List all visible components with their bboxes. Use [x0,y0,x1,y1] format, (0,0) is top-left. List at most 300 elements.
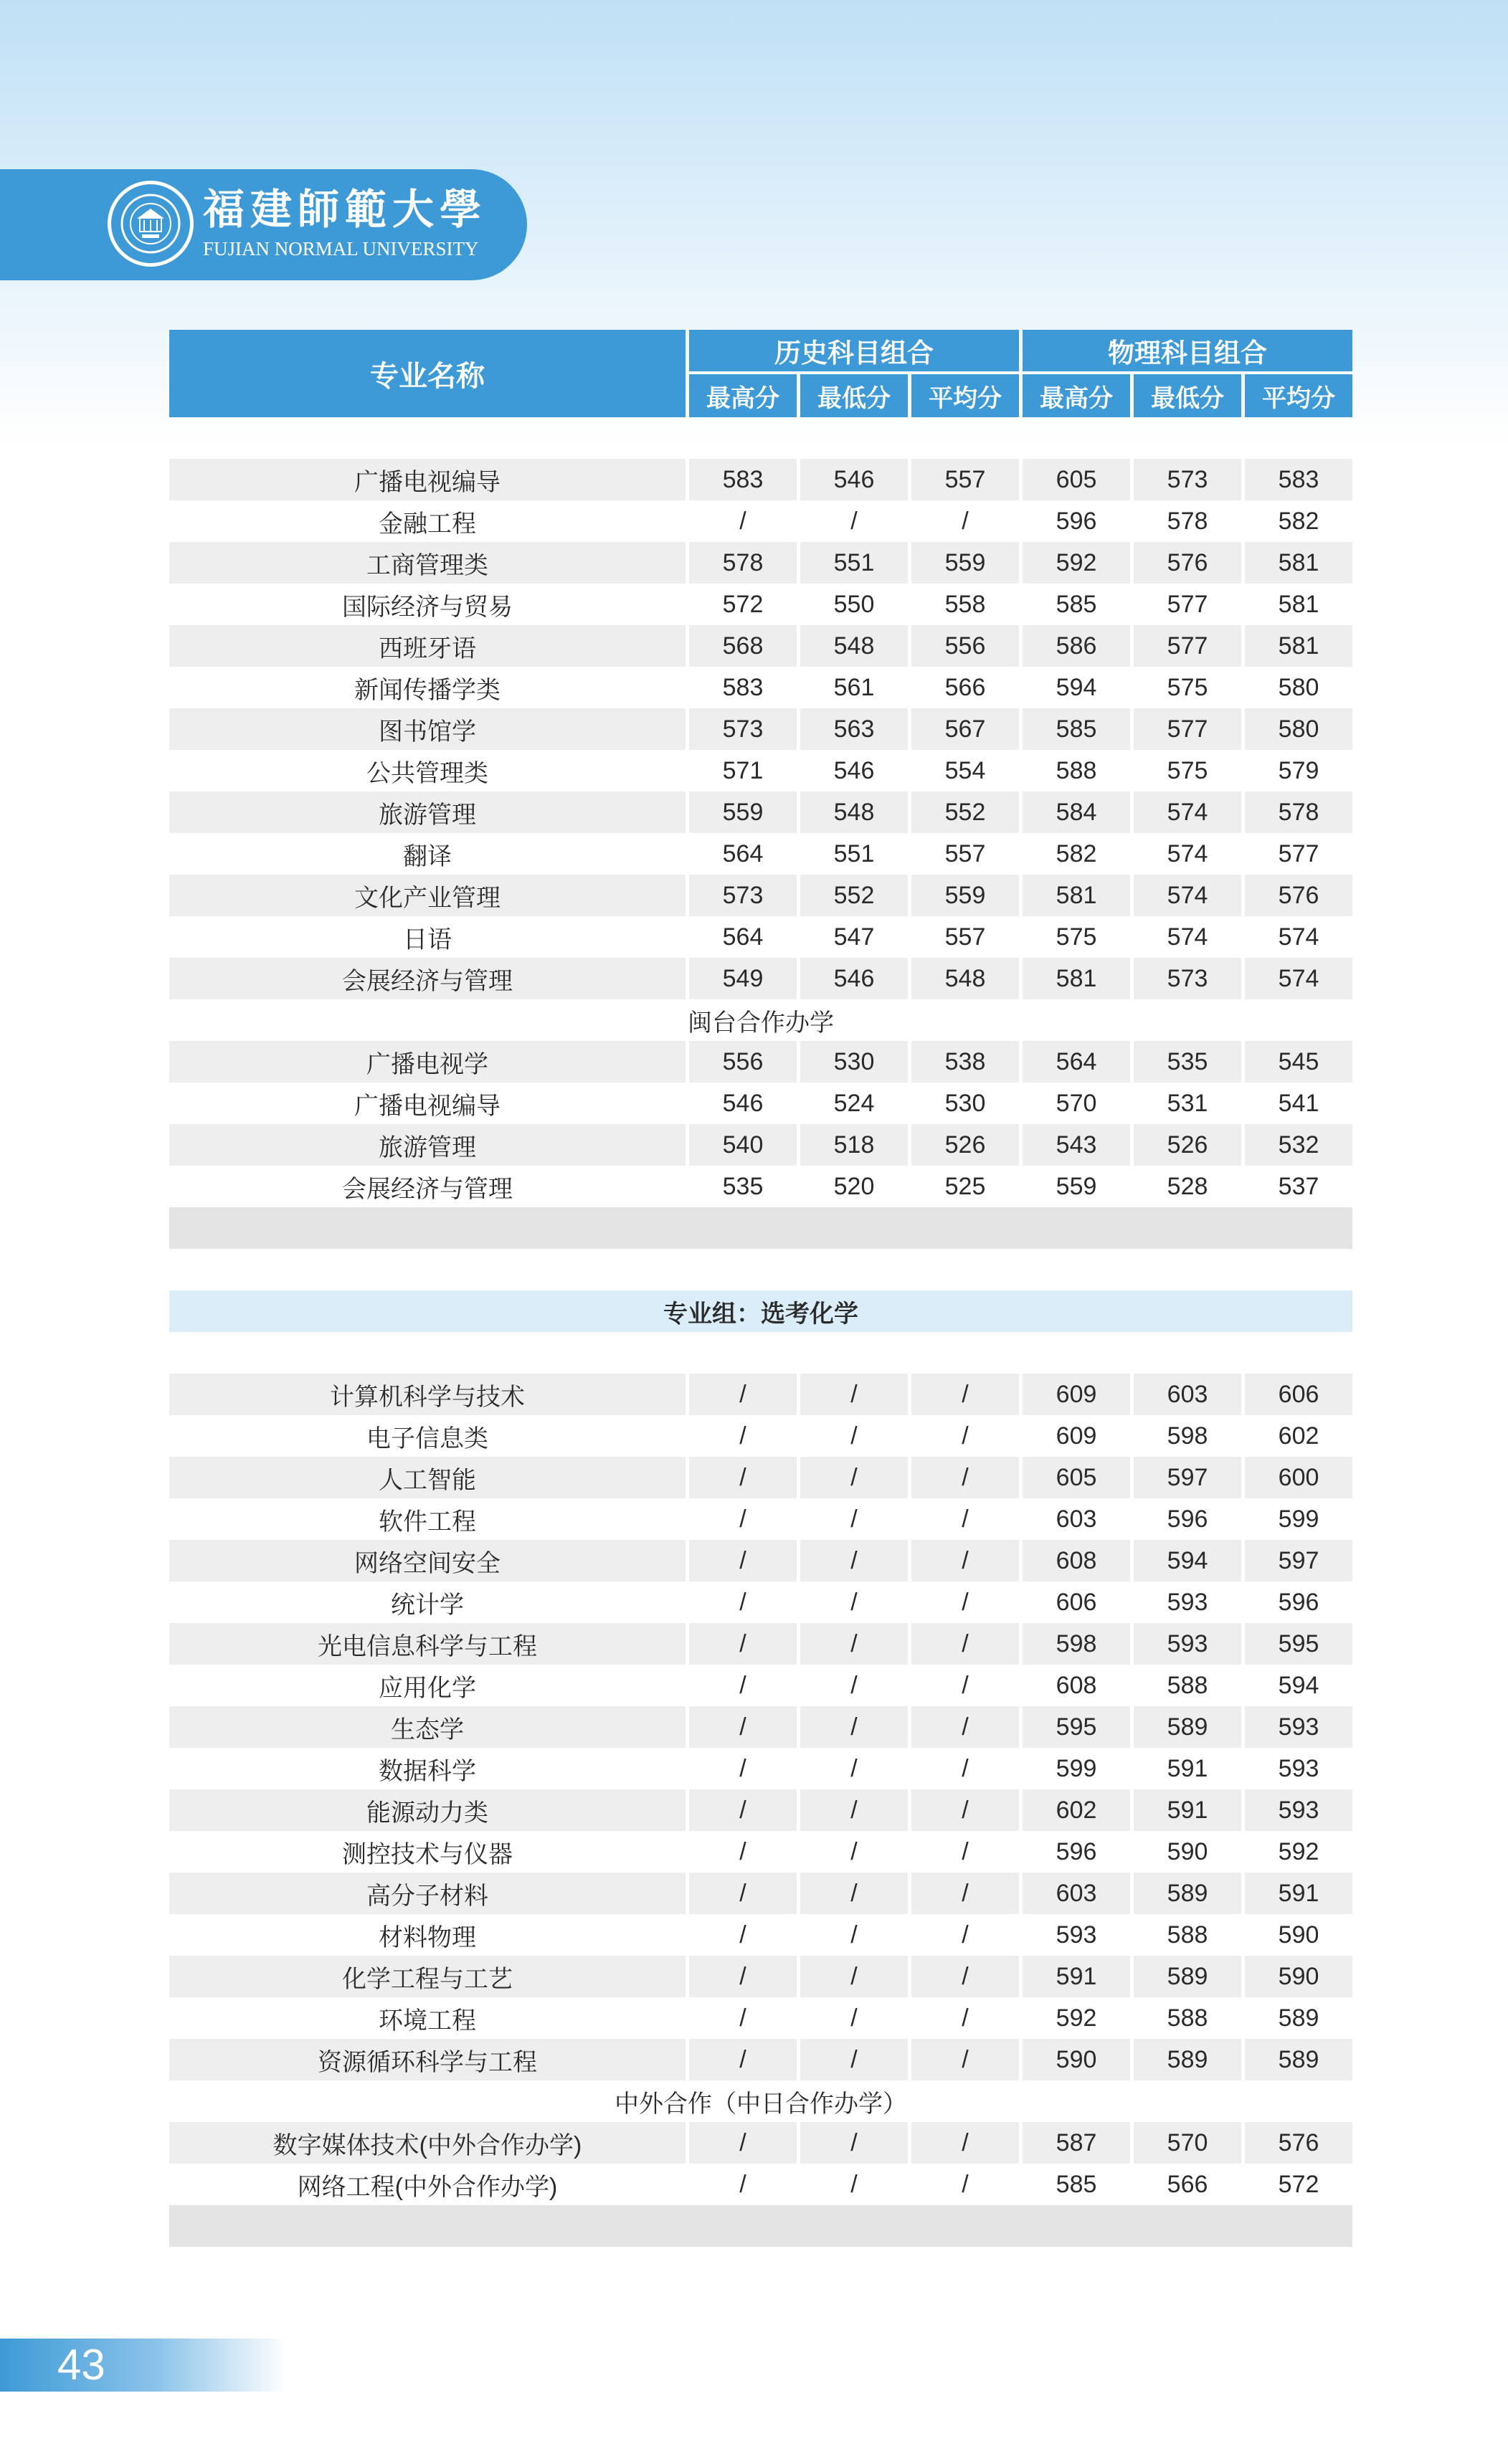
major-name-cell: 网络工程(中外合作办学) [169,2164,686,2205]
table-row [169,791,1352,833]
section-subtitle-zhongwai-row [169,2080,1352,2122]
score-cell: / [911,2122,1019,2164]
score-cell: 598 [1134,1415,1241,1457]
table-row [169,1873,1352,1914]
header-banner [0,169,527,280]
table-row [169,2039,1352,2080]
score-cell: 573 [1134,958,1241,999]
score-cell: 564 [689,916,797,958]
score-cell: 598 [1023,1623,1130,1665]
band-spacer-row [169,1332,1352,1374]
major-name-cell: 光电信息科学与工程 [169,1623,686,1665]
score-cell: 578 [689,542,797,584]
section-band-chem: 专业组：选考化学 [169,1290,1352,1332]
major-name-cell: 化学工程与工艺 [169,1956,686,1997]
score-cell: 605 [1023,1457,1130,1498]
score-cell: / [800,1498,908,1540]
score-cell: / [689,2039,797,2080]
major-name-cell: 国际经济与贸易 [169,584,686,625]
score-cell: 603 [1134,1374,1241,1415]
score-cell: 568 [689,625,797,667]
score-cell: 535 [689,1166,797,1207]
table-row [169,1540,1352,1581]
score-cell: / [800,1623,908,1665]
score-cell: 528 [1134,1166,1241,1207]
score-cell: 520 [800,1166,908,1207]
major-name-cell: 公共管理类 [169,750,686,791]
major-name-cell: 测控技术与仪器 [169,1831,686,1873]
score-cell: 593 [1134,1581,1241,1623]
major-name-cell: 广播电视编导 [169,459,686,500]
major-name-cell: 资源循环科学与工程 [169,2039,686,2080]
score-cell: 588 [1134,1665,1241,1706]
score-cell: 588 [1134,1997,1241,2039]
score-cell: / [800,1457,908,1498]
score-cell: / [800,1914,908,1956]
score-cell: / [689,1831,797,1873]
score-cell: 574 [1245,958,1352,999]
table-row [169,1706,1352,1748]
score-cell: 576 [1245,2122,1352,2164]
score-cell: / [911,500,1019,542]
score-cell: 589 [1245,1997,1352,2039]
section-subtitle-mintai: 闽台合作办学 [688,1009,835,1037]
score-cell: / [911,1748,1019,1789]
score-cell: 596 [1245,1581,1352,1623]
score-cell: 609 [1023,1415,1130,1457]
score-cell: 546 [689,1083,797,1124]
score-cell: / [800,1706,908,1748]
score-cell: 575 [1134,667,1241,708]
score-cell: / [911,1873,1019,1914]
score-cell: 583 [689,667,797,708]
university-seal-icon [108,181,194,267]
score-cell: 589 [1134,1706,1241,1748]
table-row [169,1041,1352,1083]
score-cell: 549 [689,958,797,999]
score-cell: 602 [1245,1415,1352,1457]
score-cell: 596 [1023,500,1130,542]
score-cell: / [689,1457,797,1498]
score-cell: 518 [800,1124,908,1166]
major-name-cell: 广播电视编导 [169,1083,686,1124]
score-cell: 545 [1245,1041,1352,1083]
score-cell: 574 [1134,875,1241,916]
score-cell: / [800,500,908,542]
header-history-max: 最高分 [689,371,797,417]
score-cell: 526 [911,1124,1019,1166]
table-row [169,625,1352,667]
score-cell: 537 [1245,1166,1352,1207]
major-name-cell: 图书馆学 [169,708,686,750]
score-cell: 591 [1134,1748,1241,1789]
score-cell: 595 [1245,1623,1352,1665]
score-cell: 594 [1245,1665,1352,1706]
score-cell: 581 [1023,875,1130,916]
score-cell: / [800,1415,908,1457]
score-cell: 556 [689,1041,797,1083]
score-cell: 597 [1134,1457,1241,1498]
score-cell: 526 [1134,1124,1241,1166]
score-cell: 557 [911,833,1019,875]
score-cell: 552 [800,875,908,916]
band-spacer [169,1249,1352,1290]
major-name-cell: 翻译 [169,833,686,875]
score-cell: 593 [1245,1706,1352,1748]
major-name-cell: 会展经济与管理 [169,958,686,999]
score-cell: 605 [1023,459,1130,500]
score-cell: 603 [1023,1873,1130,1914]
section-divider-row [169,1207,1352,1249]
score-cell: / [911,1997,1019,2039]
score-cell: / [800,1956,908,1997]
score-cell: 587 [1023,2122,1130,2164]
table-row [169,708,1352,750]
score-cell: 574 [1134,791,1241,833]
score-cell: / [911,1457,1019,1498]
score-cell: / [911,1706,1019,1748]
score-cell: 540 [689,1124,797,1166]
score-cell: 572 [1245,2164,1352,2205]
band-spacer [169,1332,1352,1374]
table-row [169,667,1352,708]
score-cell: 591 [1023,1956,1130,1997]
section-band-chem-row [169,1290,1352,1332]
score-cell: 583 [689,459,797,500]
major-name-cell: 西班牙语 [169,625,686,667]
major-name-cell: 能源动力类 [169,1789,686,1831]
table-row [169,1374,1352,1415]
score-cell: 570 [1134,2122,1241,2164]
score-cell: / [689,500,797,542]
score-cell: 572 [689,584,797,625]
score-cell: / [911,1831,1019,1873]
score-cell: / [800,2039,908,2080]
score-cell: 563 [800,708,908,750]
score-cell: 594 [1134,1540,1241,1581]
score-cell: 577 [1134,584,1241,625]
score-cell: / [911,1956,1019,1997]
score-cell: 551 [800,833,908,875]
major-name-cell: 环境工程 [169,1997,686,2039]
score-cell: / [800,1581,908,1623]
score-table [166,330,1356,2247]
score-cell: 590 [1134,1831,1241,1873]
score-cell: / [689,1914,797,1956]
score-cell: 593 [1023,1914,1130,1956]
score-cell: 608 [1023,1665,1130,1706]
table-row [169,1748,1352,1789]
score-cell: 581 [1245,542,1352,584]
university-name-en: FUJIAN NORMAL UNIVERSITY [203,238,479,260]
score-cell: / [800,1665,908,1706]
major-name-cell: 高分子材料 [169,1873,686,1914]
score-cell: 557 [911,916,1019,958]
score-cell: / [800,1873,908,1914]
major-name-cell: 网络空间安全 [169,1540,686,1581]
section-subtitle-mintai-row [169,999,1352,1041]
score-cell: 558 [911,584,1019,625]
major-name-cell: 新闻传播学类 [169,667,686,708]
table-row [169,958,1352,999]
score-cell: 591 [1245,1873,1352,1914]
score-cell: 550 [800,584,908,625]
major-name-cell: 广播电视学 [169,1041,686,1083]
score-cell: 606 [1245,1374,1352,1415]
score-cell: 581 [1023,958,1130,999]
table-row [169,1914,1352,1956]
score-cell: 564 [1023,1041,1130,1083]
score-cell: 589 [1134,1956,1241,1997]
table-row [169,2164,1352,2205]
table-row [169,1498,1352,1540]
score-cell: 592 [1023,542,1130,584]
major-name-cell: 人工智能 [169,1457,686,1498]
major-name-cell: 日语 [169,916,686,958]
score-cell: / [689,1997,797,2039]
score-cell: 590 [1023,2039,1130,2080]
score-cell: 599 [1245,1498,1352,1540]
score-cell: 588 [1134,1914,1241,1956]
score-cell: 525 [911,1166,1019,1207]
major-name-cell: 应用化学 [169,1665,686,1706]
major-name-cell: 统计学 [169,1581,686,1623]
table-row [169,875,1352,916]
score-cell: 559 [911,542,1019,584]
score-cell: / [800,2122,908,2164]
major-name-cell: 工商管理类 [169,542,686,584]
score-cell: 574 [1134,833,1241,875]
header-history-group: 历史科目组合 [689,330,1019,371]
score-cell: / [911,1623,1019,1665]
major-name-cell: 数字媒体技术(中外合作办学) [169,2122,686,2164]
score-cell: 585 [1023,584,1130,625]
score-cell: 546 [800,459,908,500]
score-cell: / [689,2164,797,2205]
score-cell: 575 [1134,750,1241,791]
score-cell: / [800,1789,908,1831]
score-cell: 577 [1134,708,1241,750]
score-cell: / [689,1623,797,1665]
score-cell: 581 [1245,584,1352,625]
score-cell: / [911,1914,1019,1956]
score-cell: 608 [1023,1540,1130,1581]
score-cell: 561 [800,667,908,708]
score-cell: 603 [1023,1498,1130,1540]
score-cell: 573 [689,708,797,750]
score-cell: 576 [1134,542,1241,584]
table-row [169,542,1352,584]
score-cell: / [800,1374,908,1415]
header-physics-group: 物理科目组合 [1023,330,1352,371]
score-cell: / [800,1997,908,2039]
score-cell: 578 [1134,500,1241,542]
score-cell: / [689,2122,797,2164]
table-row [169,1166,1352,1207]
score-cell: / [689,1498,797,1540]
score-cell: 575 [1023,916,1130,958]
score-cell: 592 [1023,1997,1130,2039]
score-cell: / [800,1831,908,1873]
header-physics-min: 最低分 [1134,371,1241,417]
score-cell: / [911,1415,1019,1457]
score-cell: / [911,1540,1019,1581]
major-name-cell: 文化产业管理 [169,875,686,916]
score-cell: / [800,1540,908,1581]
header-history-min: 最低分 [800,371,908,417]
score-cell: / [689,1415,797,1457]
score-cell: / [911,1789,1019,1831]
score-cell: 530 [800,1041,908,1083]
score-cell: 596 [1023,1831,1130,1873]
score-cell: 543 [1023,1124,1130,1166]
major-name-cell: 生态学 [169,1706,686,1748]
score-cell: 585 [1023,2164,1130,2205]
score-cell: 590 [1245,1956,1352,1997]
table-row [169,1997,1352,2039]
section-subtitle-zhongwai: 中外合作（中日合作办学） [615,2090,908,2118]
table-row [169,916,1352,958]
score-cell: 589 [1245,2039,1352,2080]
major-name-cell: 软件工程 [169,1498,686,1540]
score-cell: 609 [1023,1374,1130,1415]
table-row [169,2122,1352,2164]
band-spacer-row [169,1249,1352,1290]
table-row [169,1581,1352,1623]
score-cell: 585 [1023,708,1130,750]
score-cell: 593 [1134,1623,1241,1665]
score-cell: 578 [1245,791,1352,833]
score-cell: 600 [1245,1457,1352,1498]
score-cell: 594 [1023,667,1130,708]
score-cell: 574 [1134,916,1241,958]
score-cell: 586 [1023,625,1130,667]
header-major-name: 专业名称 [169,330,686,417]
score-cell: 573 [689,875,797,916]
page-number: 43 [57,2341,105,2389]
score-cell: 559 [1023,1166,1130,1207]
table-row [169,584,1352,625]
table-row [169,1665,1352,1706]
score-cell: 567 [911,708,1019,750]
score-cell: 554 [911,750,1019,791]
score-cell: 535 [1134,1041,1241,1083]
score-cell: / [689,1956,797,1997]
score-cell: 580 [1245,667,1352,708]
score-cell: / [689,1540,797,1581]
score-cell: 579 [1245,750,1352,791]
score-cell: 595 [1023,1706,1130,1748]
score-cell: 571 [689,750,797,791]
score-cell: 548 [800,791,908,833]
score-cell: 548 [800,625,908,667]
score-cell: 541 [1245,1083,1352,1124]
score-cell: 556 [911,625,1019,667]
score-cell: 596 [1134,1498,1241,1540]
score-cell: 551 [800,542,908,584]
score-cell: 593 [1245,1748,1352,1789]
score-cell: 566 [1134,2164,1241,2205]
score-cell: / [911,1498,1019,1540]
score-cell: / [689,1665,797,1706]
score-cell: / [689,1789,797,1831]
table-row [169,750,1352,791]
major-name-cell: 会展经济与管理 [169,1166,686,1207]
score-cell: 589 [1134,2039,1241,2080]
table-end-divider [169,2205,1352,2247]
score-cell: 532 [1245,1124,1352,1166]
score-cell: / [911,2039,1019,2080]
score-cell: / [689,1374,797,1415]
table-row [169,1083,1352,1124]
table-row [169,1789,1352,1831]
table-row [169,1623,1352,1665]
score-cell: 570 [1023,1083,1130,1124]
header-physics-max: 最高分 [1023,371,1130,417]
table-row [169,1457,1352,1498]
major-name-cell: 旅游管理 [169,1124,686,1166]
university-name-cn: 福建師範大學 [203,185,488,234]
score-cell: 530 [911,1083,1019,1124]
score-cell: 599 [1023,1748,1130,1789]
table-row [169,1831,1352,1873]
score-cell: / [689,1706,797,1748]
header-physics-avg: 平均分 [1245,371,1352,417]
score-cell: 589 [1134,1873,1241,1914]
score-cell: 577 [1245,833,1352,875]
table-end-divider-row [169,2205,1352,2247]
score-cell: / [689,1748,797,1789]
score-cell: 566 [911,667,1019,708]
page-number-tab [0,2339,287,2392]
score-cell: 546 [800,750,908,791]
score-cell: 606 [1023,1581,1130,1623]
score-cell: 576 [1245,875,1352,916]
score-cell: 583 [1245,459,1352,500]
score-cell: / [800,1748,908,1789]
score-cell: 531 [1134,1083,1241,1124]
score-cell: 559 [689,791,797,833]
score-cell: 593 [1245,1789,1352,1831]
score-cell: / [911,1665,1019,1706]
score-cell: / [689,1581,797,1623]
score-cell: 597 [1245,1540,1352,1581]
score-cell: 591 [1134,1789,1241,1831]
major-name-cell: 金融工程 [169,500,686,542]
score-cell: 588 [1023,750,1130,791]
score-cell: 580 [1245,708,1352,750]
major-name-cell: 电子信息类 [169,1415,686,1457]
seal-emblem-icon [118,191,183,256]
score-cell: 552 [911,791,1019,833]
score-cell: / [911,2164,1019,2205]
score-cell: 538 [911,1041,1019,1083]
major-name-cell: 计算机科学与技术 [169,1374,686,1415]
score-cell: 581 [1245,625,1352,667]
score-cell: 602 [1023,1789,1130,1831]
table-row [169,1415,1352,1457]
score-cell: / [911,1581,1019,1623]
score-cell: 547 [800,916,908,958]
score-cell: 557 [911,459,1019,500]
major-name-cell: 材料物理 [169,1914,686,1956]
section-divider [169,1207,1352,1249]
score-cell: 548 [911,958,1019,999]
score-cell: 584 [1023,791,1130,833]
header-history-avg: 平均分 [911,371,1019,417]
score-cell: / [911,1374,1019,1415]
score-cell: 546 [800,958,908,999]
